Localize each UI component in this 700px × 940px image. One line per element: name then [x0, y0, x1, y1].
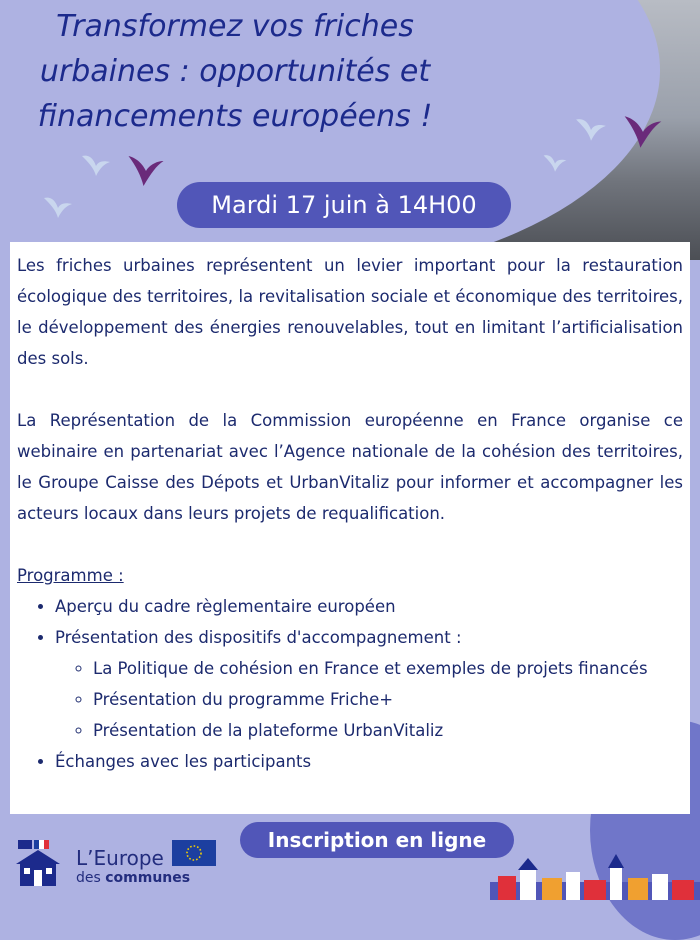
programme-list [17, 591, 683, 777]
content-panel [10, 242, 690, 814]
bird-icon [80, 150, 112, 178]
signup-button[interactable]: Inscription en ligne [240, 822, 514, 858]
programme-subitem: ◦ Présentation de la plateforme UrbanVitaliz [93, 715, 683, 746]
intro-paragraph: Les friches urbaines représentent un levier important pour la restauration écologique des territoires, la revitalisation sociale et économique des territoires, le développement des énergies renouvelables, tout en limitant l’artificialisation des sols. [17, 256, 683, 368]
programme-item-label: Présentation des dispositifs d'accompagnement : [55, 628, 462, 647]
programme-sublist [55, 653, 683, 746]
europe-des-communes-logo [8, 822, 228, 894]
logo-text-line1: L’Europe [76, 846, 164, 870]
programme-subitem: ◦ La Politique de cohésion en France et exemples de projets financés [93, 653, 683, 684]
programme-item [55, 622, 683, 746]
bird-icon [126, 152, 166, 190]
logo-text-line2: des communes [76, 870, 191, 886]
village-illustration [490, 852, 700, 900]
house-icon [14, 840, 62, 886]
eu-flag-icon [172, 840, 216, 866]
programme-title: Programme : [17, 566, 124, 585]
programme-subitem: ◦ Présentation du programme Friche+ [93, 684, 683, 715]
event-date-badge: Mardi 17 juin à 14H00 [177, 182, 511, 228]
page-title: Transformez vos friches urbaines : opportunités et financements européens ! [37, 9, 433, 134]
bird-icon [42, 192, 74, 220]
bird-icon [542, 150, 568, 174]
bird-icon [574, 112, 608, 144]
programme-item: • Aperçu du cadre règlementaire européen [55, 591, 683, 622]
bird-icon [622, 112, 664, 152]
programme-item: • Échanges avec les participants [55, 746, 683, 777]
description-paragraph: La Représentation de la Commission européenne en France organise ce webinaire en partenariat avec l’Agence nationale de la cohésion des territoires, le Groupe Caisse des Dépots et UrbanVitaliz pour informer et accompagner les acteurs locaux dans leurs projets de requalification. [17, 411, 683, 523]
